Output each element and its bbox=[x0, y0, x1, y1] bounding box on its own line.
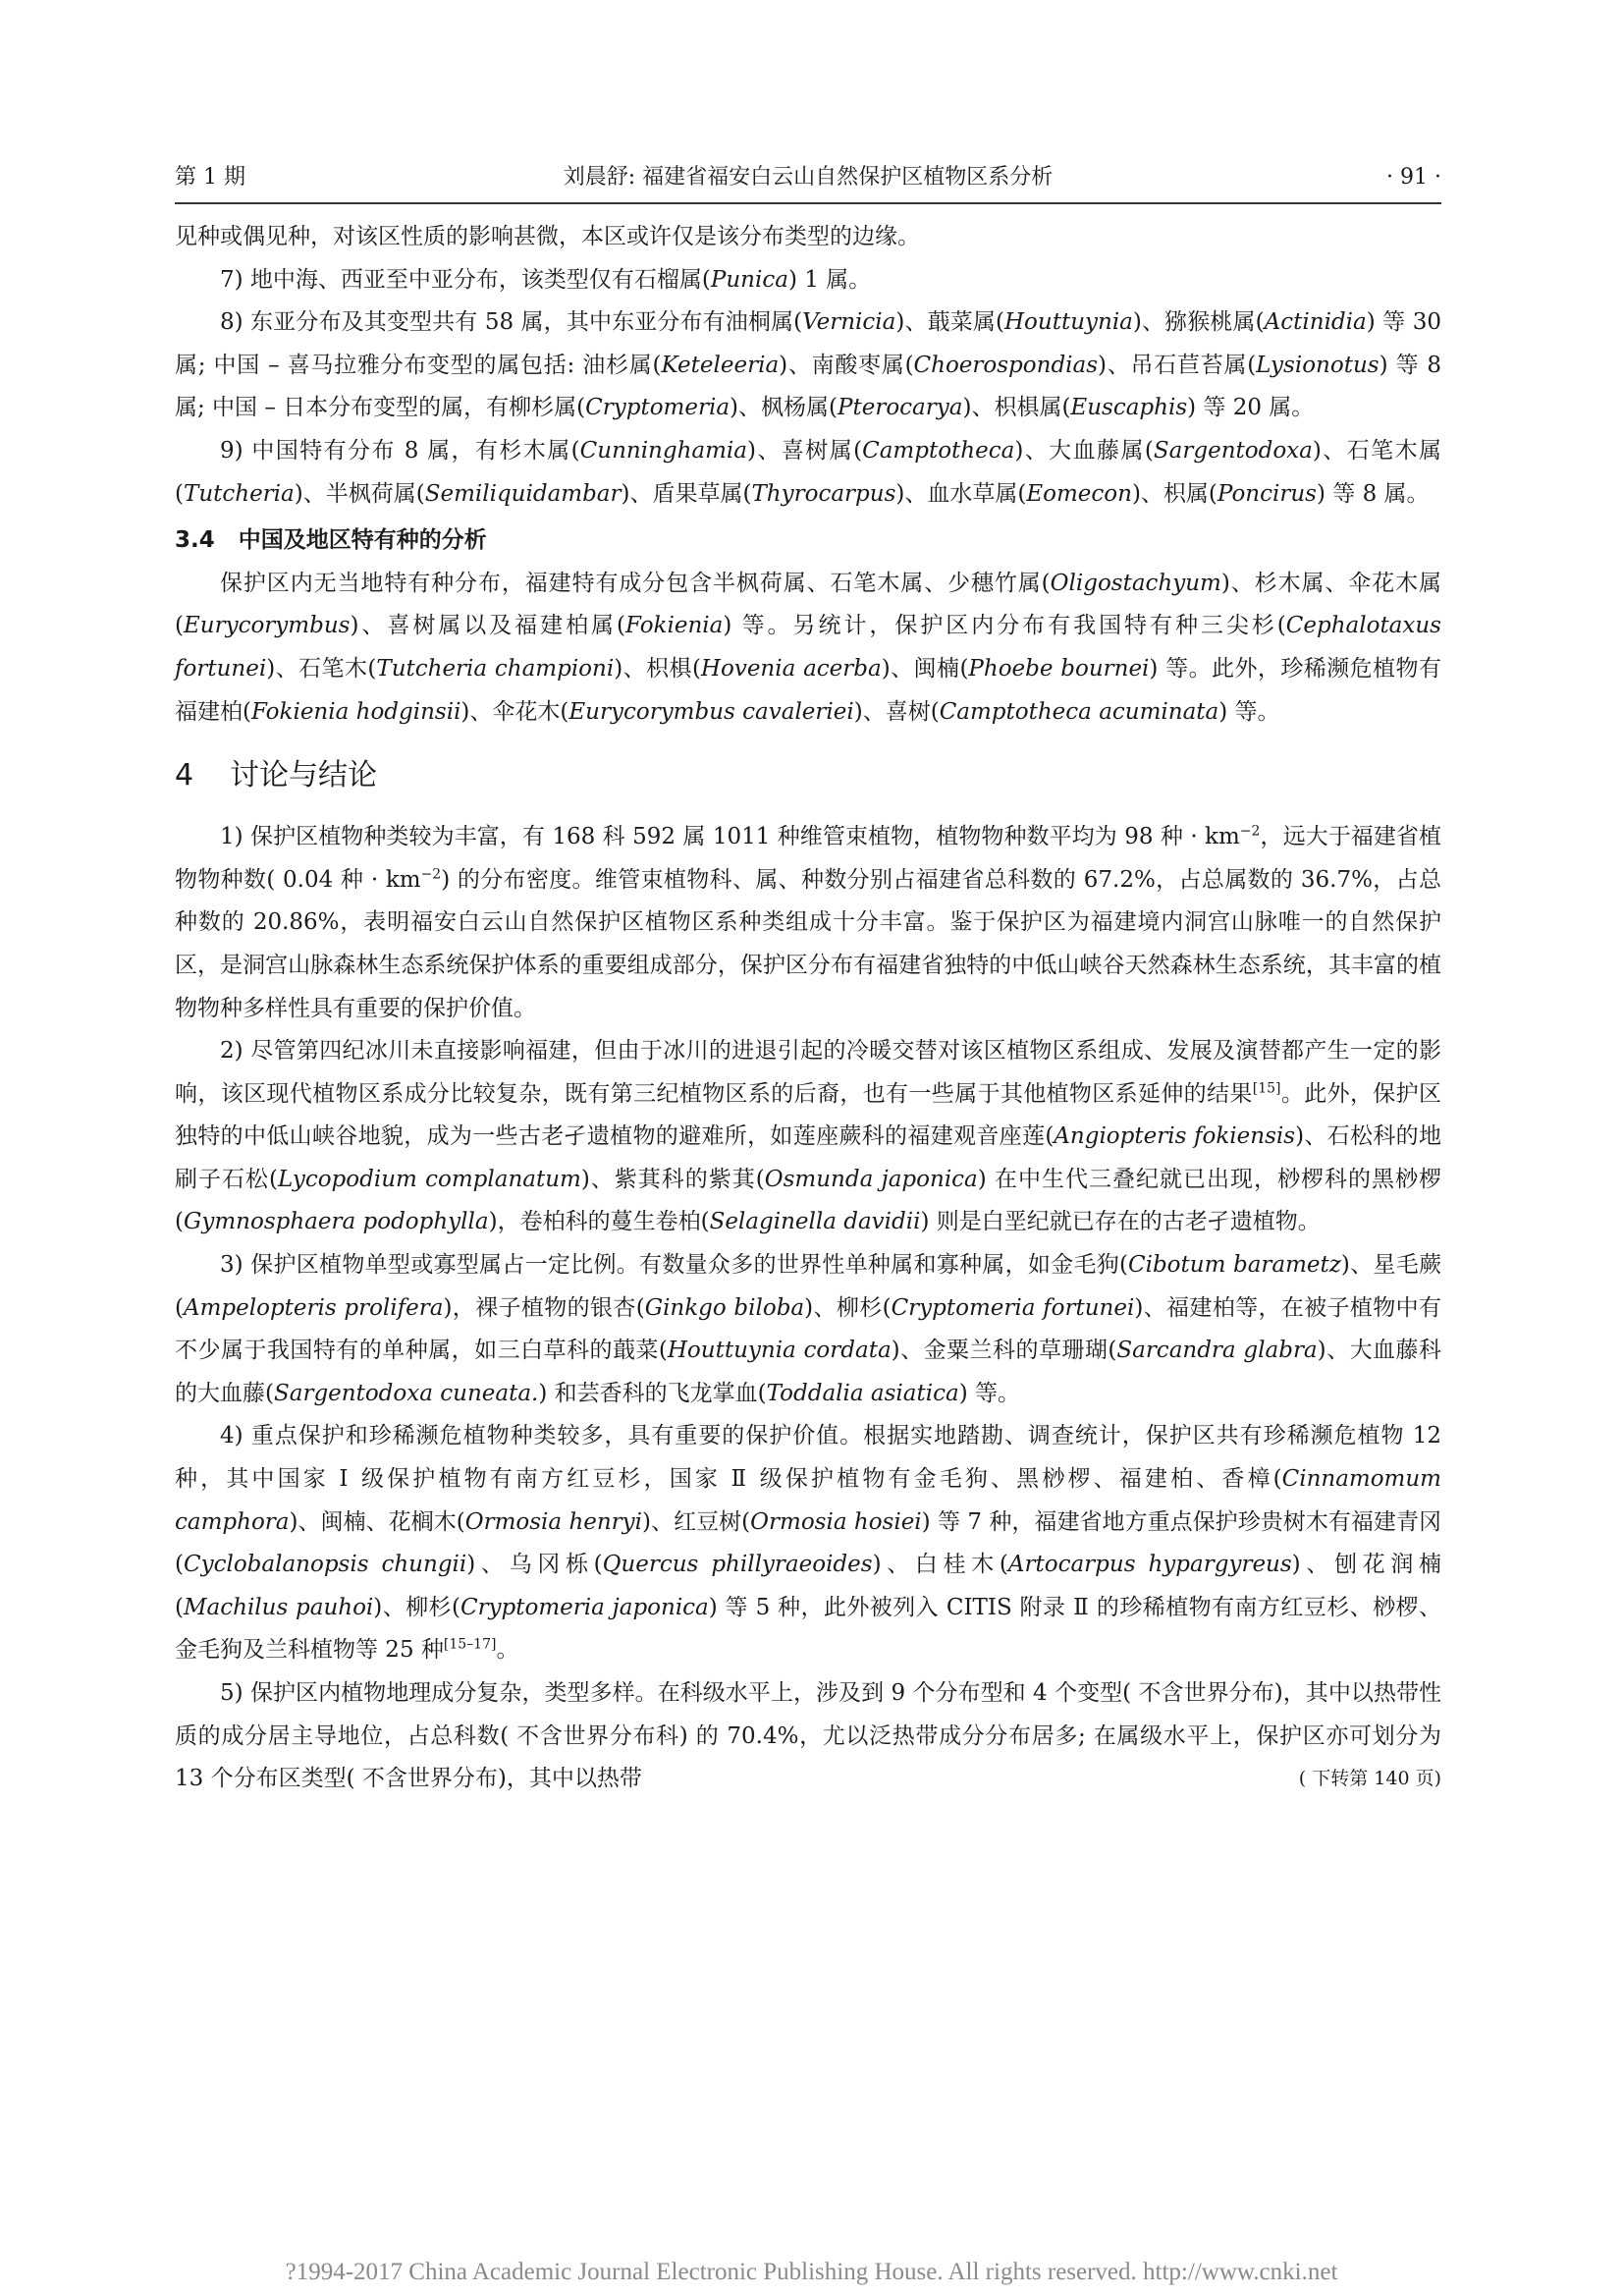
latin-name: Sargentodoxa bbox=[1153, 437, 1313, 464]
latin-name: Toddalia asiatica bbox=[766, 1380, 959, 1406]
superscript: [15] bbox=[1252, 1080, 1281, 1097]
latin-name: Cyclobalanopsis chungii bbox=[183, 1552, 467, 1578]
latin-name: Poncirus bbox=[1217, 480, 1317, 507]
latin-name: Cinnamomum camphora bbox=[175, 1466, 1441, 1535]
text-run: 4) 重点保护和珍稀濒危植物种类较多，具有重要的保护价值。根据实地踏勘、调查统计，保护区共有珍稀濒危植物 12 种，其中国家 Ⅰ 级保护植物有南方红豆杉，国家 Ⅱ 级保护植物有金毛狗、黑桫椤、福建柏、香樟( bbox=[175, 1423, 1441, 1493]
text-run: )、福建柏等，在被子植物中有不少属于我国特有的单种属，如三白草科的蕺菜( bbox=[175, 1294, 1442, 1364]
text-run: )、猕猴桃属( bbox=[1132, 309, 1265, 336]
text-run: )、红豆树( bbox=[642, 1508, 751, 1535]
latin-name: Fokienia bbox=[625, 613, 724, 639]
latin-name: Ormosia henryi bbox=[464, 1508, 643, 1535]
text-run: )、吊石苣苔属( bbox=[1098, 352, 1257, 378]
latin-name: Gymnosphaera podophylla bbox=[183, 1209, 489, 1235]
latin-name: Quercus phillyraeoides bbox=[602, 1552, 873, 1578]
section-title: 讨论与结论 bbox=[230, 758, 377, 793]
paragraph-continued: 见种或偶见种，对该区性质的影响甚微，本区或许仅是该分布类型的边缘。 bbox=[175, 224, 920, 249]
text-run: 1) 保护区植物种类较为丰富，有 168 科 592 属 1011 种维管束植物，植物物种数平均为 98 种 · km bbox=[220, 824, 1240, 850]
text-run: )，裸子植物的银杏( bbox=[443, 1294, 645, 1321]
paragraph-8 bbox=[175, 301, 1441, 430]
text-run: ) 等。 bbox=[958, 1380, 1020, 1406]
text-run: )、枳椇属( bbox=[962, 395, 1071, 421]
text-run: )、金粟兰科的草珊瑚( bbox=[891, 1338, 1117, 1364]
text-run: )、南酸枣属( bbox=[779, 352, 914, 378]
latin-name: Machilus pauhoi bbox=[183, 1594, 374, 1620]
text-run: )、闽楠、花榈木( bbox=[289, 1508, 465, 1535]
text-run: )、石笔木( bbox=[266, 655, 377, 682]
text-run: ) 等。 bbox=[1218, 698, 1280, 725]
text-run: )、柳杉( bbox=[373, 1594, 460, 1620]
text-run: )、枳属( bbox=[1131, 480, 1217, 507]
latin-name: Semiliquidambar bbox=[424, 480, 622, 507]
latin-name: Vernicia bbox=[802, 309, 896, 336]
latin-name: Cryptomeria fortunei bbox=[891, 1294, 1135, 1321]
section-number: 4 bbox=[175, 758, 194, 793]
text-run: 8) 东亚分布及其变型共有 58 属，其中东亚分布有油桐属( bbox=[220, 309, 803, 336]
latin-name: Sargentodoxa cuneata. bbox=[273, 1380, 539, 1406]
text-run: ) 和芸香科的飞龙掌血( bbox=[538, 1380, 767, 1406]
text-run: )、蕺菜属( bbox=[895, 309, 1004, 336]
latin-name: Eurycorymbus cavaleriei bbox=[568, 698, 854, 725]
latin-name: Houttuynia cordata bbox=[667, 1338, 892, 1364]
article-body bbox=[175, 216, 1441, 1801]
running-title: 刘晨舒: 福建省福安白云山自然保护区植物区系分析 bbox=[563, 165, 1054, 190]
text-run: 。此外，保护区独特的中低山峡谷地貌，成为一些古老孑遗植物的避难所，如莲座蕨科的福建观音座莲( bbox=[175, 1080, 1442, 1150]
text-run: )、星毛蕨( bbox=[175, 1252, 1442, 1321]
latin-name: Cephalotaxus fortunei bbox=[175, 613, 1441, 682]
latin-name: Camptotheca acuminata bbox=[939, 698, 1219, 725]
superscript: −2 bbox=[1239, 823, 1261, 840]
conclusion-3 bbox=[175, 1244, 1441, 1415]
latin-name: Euscaphis bbox=[1070, 395, 1188, 421]
text-run: )、大血藤属( bbox=[1014, 437, 1154, 464]
latin-name: Angiopteris fokiensis bbox=[1054, 1123, 1296, 1150]
latin-name: Cryptomeria japonica bbox=[460, 1594, 709, 1620]
latin-name: Ginkgo biloba bbox=[644, 1294, 805, 1321]
text-run: 保护区内无当地特有种分布，福建特有成分包含半枫荷属、石笔木属、少穗竹属( bbox=[220, 570, 1051, 596]
latin-name: Choerospondias bbox=[913, 352, 1099, 378]
text-run: )、喜树( bbox=[853, 698, 940, 725]
text-run: )、白桂木( bbox=[872, 1552, 1008, 1578]
text-run: )、枫杨属( bbox=[730, 395, 838, 421]
text-run: 。 bbox=[496, 1637, 519, 1664]
running-header bbox=[175, 155, 1441, 200]
latin-name: Sarcandra glabra bbox=[1116, 1338, 1318, 1364]
text-run: ) 等 8 属。 bbox=[1316, 480, 1430, 507]
latin-name: Hovenia acerba bbox=[700, 655, 882, 682]
paragraph-7 bbox=[175, 259, 1441, 302]
text-run: )、石笔木属( bbox=[175, 437, 1442, 507]
latin-name: Fokienia hodginsii bbox=[250, 698, 461, 725]
text-run: ) 1 属。 bbox=[787, 266, 872, 293]
latin-name: Cunninghamia bbox=[579, 437, 747, 464]
continued-note: ( 下转第 140 页) bbox=[1298, 1768, 1441, 1790]
text-run: ) 等 8 属; 中国 – 日本分布变型的属，有柳杉属( bbox=[175, 352, 1442, 421]
text-run: )，卷柏科的蔓生卷柏( bbox=[488, 1209, 710, 1235]
text-run: ) 等 5 种，此外被列入 CITIS 附录 Ⅱ 的珍稀植物有南方红豆杉、桫椤、金毛狗及兰科植物等 25 种 bbox=[175, 1594, 1441, 1664]
subsection-number: 3.4 bbox=[175, 527, 215, 554]
text-run: ) 的分布密度。维管束植物科、属、种数分别占福建省总科数的 67.2%，占总属数的 36.7%，占总种数的 20.86%，表明福安白云山自然保护区植物区系种类组成十分丰富。鉴于保护区为福建境内洞宫山脉唯一的自然保护区，是洞宫山脉森林生态系统保护体系的重要组成部分，保护区分布有福建省独特的中低山峡谷天然森林生态系统，其丰富的植物物种多样性具有重要的保护价值。 bbox=[175, 866, 1441, 1021]
text-run: ) 等 7 种，福建省地方重点保护珍贵树木有福建青冈( bbox=[175, 1508, 1441, 1578]
latin-name: Oligostachyum bbox=[1050, 570, 1221, 596]
text-run: ) 等。此外，珍稀濒危植物有福建柏( bbox=[175, 655, 1441, 725]
conclusion-5-text bbox=[175, 1680, 1441, 1791]
paragraph-endemic bbox=[175, 563, 1441, 734]
text-run: )、刨花润楠( bbox=[175, 1552, 1442, 1620]
latin-name: Camptotheca bbox=[862, 437, 1015, 464]
latin-name: Eurycorymbus bbox=[183, 613, 351, 639]
text-run: )、盾果草属( bbox=[621, 480, 752, 507]
text-run: )、大血藤科的大血藤( bbox=[175, 1338, 1441, 1406]
text-run: ) 等 30 属; 中国 – 喜马拉雅分布变型的属包括: 油杉属( bbox=[175, 309, 1441, 378]
latin-name: Punica bbox=[710, 266, 788, 293]
issue-number: 第 1 期 bbox=[175, 165, 245, 190]
latin-name: Cibotum barametz bbox=[1127, 1252, 1341, 1279]
text-run: ) 等。另统计，保护区内分布有我国特有种三尖杉( bbox=[723, 613, 1286, 639]
text-run: 5) 保护区内植物地理成分复杂，类型多样。在科级水平上，涉及到 9 个分布型和 4 个变型( 不含世界分布)，其中以热带性质的成分居主导地位，占总科数( 不含世界分布科) 的 70.4%，尤以泛热带成分分布居多; 在属级水平上，保护区亦可划分为 13 个分布区类型( 不含世界分布)，其中以热带 bbox=[175, 1680, 1441, 1792]
subsection-title: 中国及地区特有种的分析 bbox=[238, 527, 487, 554]
latin-name: Lycopodium complanatum bbox=[277, 1166, 581, 1192]
page-number: · 91 · bbox=[1386, 165, 1441, 190]
text-run: )、柳杉( bbox=[804, 1294, 892, 1321]
superscript: [15–17] bbox=[443, 1636, 497, 1653]
text-run: )、喜树属( bbox=[747, 437, 863, 464]
subsection-heading bbox=[175, 519, 1441, 563]
paragraph-9 bbox=[175, 430, 1441, 516]
text-run: )、乌冈栎( bbox=[466, 1552, 603, 1578]
latin-name: Selaginella davidii bbox=[709, 1209, 921, 1235]
latin-name: Tutcheria bbox=[183, 480, 295, 507]
superscript: −2 bbox=[420, 866, 442, 883]
copyright-footer: ?1994-2017 China Academic Journal Electronic Publishing House. All rights reserved. http://www.cnki.net bbox=[285, 2259, 1338, 2285]
conclusion-5 bbox=[175, 1672, 1441, 1801]
conclusion-2 bbox=[175, 1030, 1441, 1244]
text-run: )、枳椇( bbox=[614, 655, 701, 682]
text-run: )、石松科的地刷子石松( bbox=[175, 1123, 1441, 1192]
text-run: 9) 中国特有分布 8 属，有杉木属( bbox=[220, 437, 580, 464]
text-run: 2) 尽管第四纪冰川未直接影响福建，但由于冰川的进退引起的冷暖交替对该区植物区系组成、发展及演替都产生一定的影响，该区现代植物区系成分比较复杂，既有第三纪植物区系的后裔，也有一些属于其他植物区系延伸的结果 bbox=[175, 1038, 1441, 1107]
text-run: 7) 地中海、西亚至中亚分布，该类型仅有石榴属( bbox=[220, 266, 711, 293]
section-heading bbox=[175, 747, 1441, 804]
text-run: )、紫萁科的紫萁( bbox=[580, 1166, 765, 1192]
latin-name: Phoebe bournei bbox=[968, 655, 1150, 682]
latin-name: Thyrocarpus bbox=[751, 480, 896, 507]
latin-name: Cryptomeria bbox=[585, 395, 730, 421]
latin-name: Ormosia hosiei bbox=[750, 1508, 922, 1535]
header-rule bbox=[175, 202, 1441, 204]
latin-name: Houttuynia bbox=[1004, 309, 1133, 336]
text-run: )、半枫荷属( bbox=[294, 480, 425, 507]
conclusion-4 bbox=[175, 1415, 1441, 1672]
latin-name: Lysionotus bbox=[1256, 352, 1380, 378]
text-run: )、闽楠( bbox=[881, 655, 969, 682]
latin-name: Ampelopteris prolifera bbox=[183, 1294, 444, 1321]
text-run: ) 则是白垩纪就已存在的古老孑遗植物。 bbox=[920, 1209, 1321, 1235]
latin-name: Osmunda japonica bbox=[764, 1166, 978, 1192]
text-run: 3) 保护区植物单型或寡型属占一定比例。有数量众多的世界性单种属和寡种属，如金毛狗( bbox=[220, 1252, 1128, 1279]
text-run: )、伞花木( bbox=[460, 698, 569, 725]
latin-name: Pterocarya bbox=[838, 395, 963, 421]
text-run: )、杉木属、伞花木属( bbox=[175, 570, 1441, 639]
text-run: ) 等 20 属。 bbox=[1187, 395, 1315, 421]
text-run: )、喜树属以及福建柏属( bbox=[350, 613, 625, 639]
latin-name: Eomecon bbox=[1026, 480, 1132, 507]
text-run: )、血水草属( bbox=[895, 480, 1027, 507]
latin-name: Keteleeria bbox=[661, 352, 780, 378]
latin-name: Tutcheria championi bbox=[376, 655, 615, 682]
latin-name: Actinidia bbox=[1264, 309, 1367, 336]
latin-name: Artocarpus hypargyreus bbox=[1007, 1552, 1292, 1578]
conclusion-1 bbox=[175, 816, 1441, 1030]
text-run: ，远大于福建省植物物种数( 0.04 种 · km bbox=[175, 824, 1442, 893]
text-run: ) 在中生代三叠纪就已出现，桫椤科的黑桫椤( bbox=[175, 1166, 1441, 1235]
